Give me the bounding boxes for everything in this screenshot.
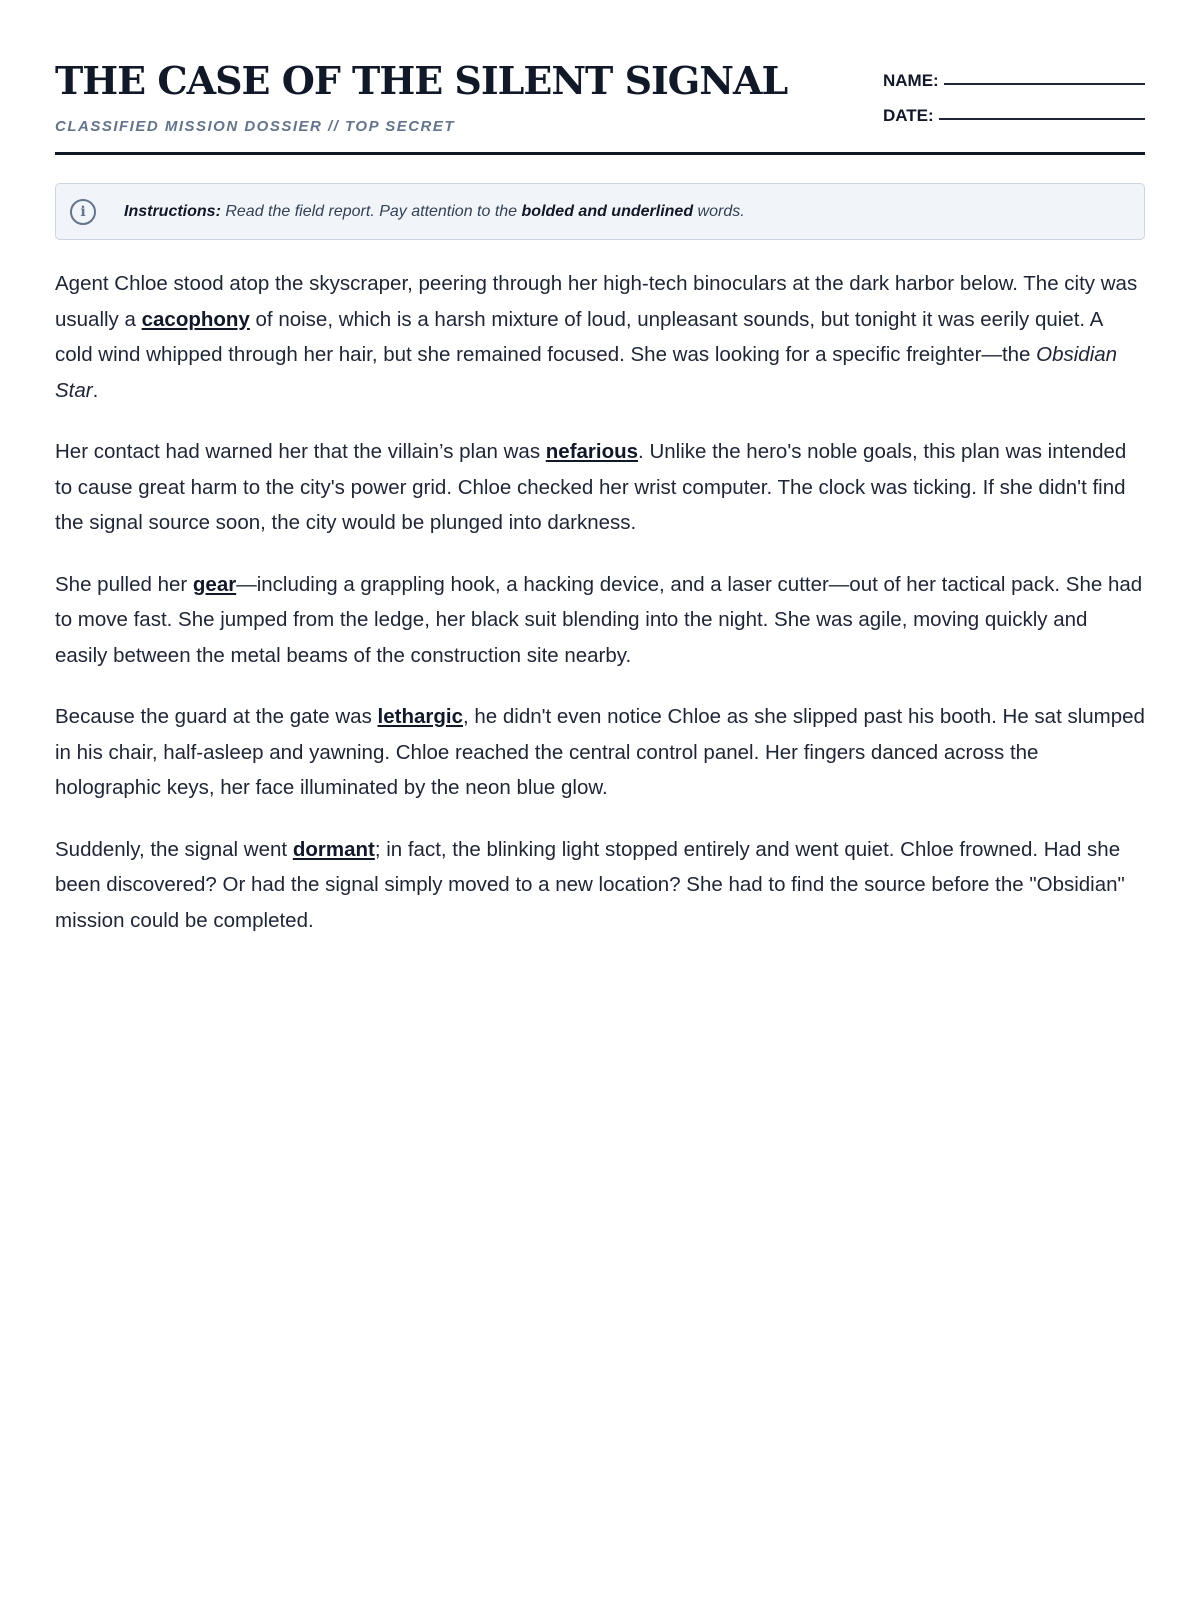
instructions-text bbox=[124, 203, 745, 221]
instructions-box bbox=[55, 183, 1145, 240]
vocab-word-lethargic: lethargic bbox=[377, 705, 463, 728]
story-text: Suddenly, the signal went bbox=[55, 837, 293, 861]
story-paragraph-4 bbox=[55, 699, 1145, 806]
vocab-word-nefarious: nefarious bbox=[545, 440, 639, 463]
story-text: —including a grappling hook, a hacking device, and a laser cutter—out of her tactical pack. She had to move fast. She jumped from the ledge, her black suit blending into the night. She was agile, moving quickly and easily between the metal beams of the construction site nearby. bbox=[55, 572, 1143, 667]
story-paragraph-2 bbox=[55, 434, 1145, 541]
story-text: Her contact had warned her that the villain’s plan was bbox=[55, 440, 546, 463]
name-label: NAME: bbox=[883, 71, 939, 90]
name-field[interactable] bbox=[944, 83, 1145, 85]
vocab-word-dormant: dormant bbox=[292, 837, 375, 861]
date-field[interactable] bbox=[939, 118, 1145, 120]
name-row bbox=[883, 56, 1145, 91]
student-info bbox=[883, 56, 1145, 126]
info-icon: i bbox=[70, 199, 96, 225]
page-title: THE CASE OF THE SILENT SIGNAL bbox=[55, 58, 788, 103]
instructions-lead: Instructions: bbox=[124, 202, 221, 220]
worksheet-header bbox=[55, 0, 1145, 155]
story-text: , he didn't even notice Chloe as she slipped past his booth. He sat slumped in his chair, half-asleep and yawning. Chloe reached the central control panel. Her fingers danced across the holographic keys, her face illuminated by the neon blue glow. bbox=[55, 705, 1145, 799]
ship-name: Obsidian Star bbox=[55, 343, 1118, 402]
story-text: Agent Chloe stood atop the skyscraper, peering through her high-tech binoculars at the dark harbor below. The city was usually a bbox=[55, 272, 1138, 331]
page-subtitle: CLASSIFIED MISSION DOSSIER // TOP SECRET bbox=[55, 118, 456, 135]
date-row bbox=[883, 91, 1145, 126]
story-paragraph-1 bbox=[55, 266, 1145, 408]
field-report bbox=[55, 266, 1145, 938]
vocab-word-cacophony: cacophony bbox=[141, 307, 250, 331]
instructions-tail: words. bbox=[693, 202, 745, 220]
story-paragraph-3 bbox=[55, 567, 1145, 674]
story-text: She pulled her bbox=[55, 572, 193, 596]
story-text: Because the guard at the gate was bbox=[55, 705, 378, 728]
instructions-body: Read the field report. Pay attention to the bbox=[220, 202, 522, 220]
date-label: DATE: bbox=[883, 106, 934, 125]
instructions-emphasis: bolded and underlined bbox=[521, 202, 694, 220]
story-text: . Unlike the hero's noble goals, this plan was intended to cause great harm to the city's power grid. Chloe checked her wrist computer. The clock was ticking. If she didn't find the signal source soon, the city would be plunged into darkness. bbox=[55, 440, 1127, 534]
story-paragraph-5 bbox=[55, 832, 1145, 939]
story-text: of noise, which is a harsh mixture of loud, unpleasant sounds, but tonight it was eerily quiet. A cold wind whipped through her hair, but she remained focused. She was looking for a specific freighter—the bbox=[55, 307, 1103, 366]
story-text: ; in fact, the blinking light stopped entirely and went quiet. Chloe frowned. Had she been discovered? Or had the signal simply moved to a new location? She had to find the source before the "Obsidian" mission could be completed. bbox=[55, 837, 1125, 932]
vocab-word-gear: gear bbox=[192, 572, 237, 596]
story-text: . bbox=[92, 378, 99, 402]
